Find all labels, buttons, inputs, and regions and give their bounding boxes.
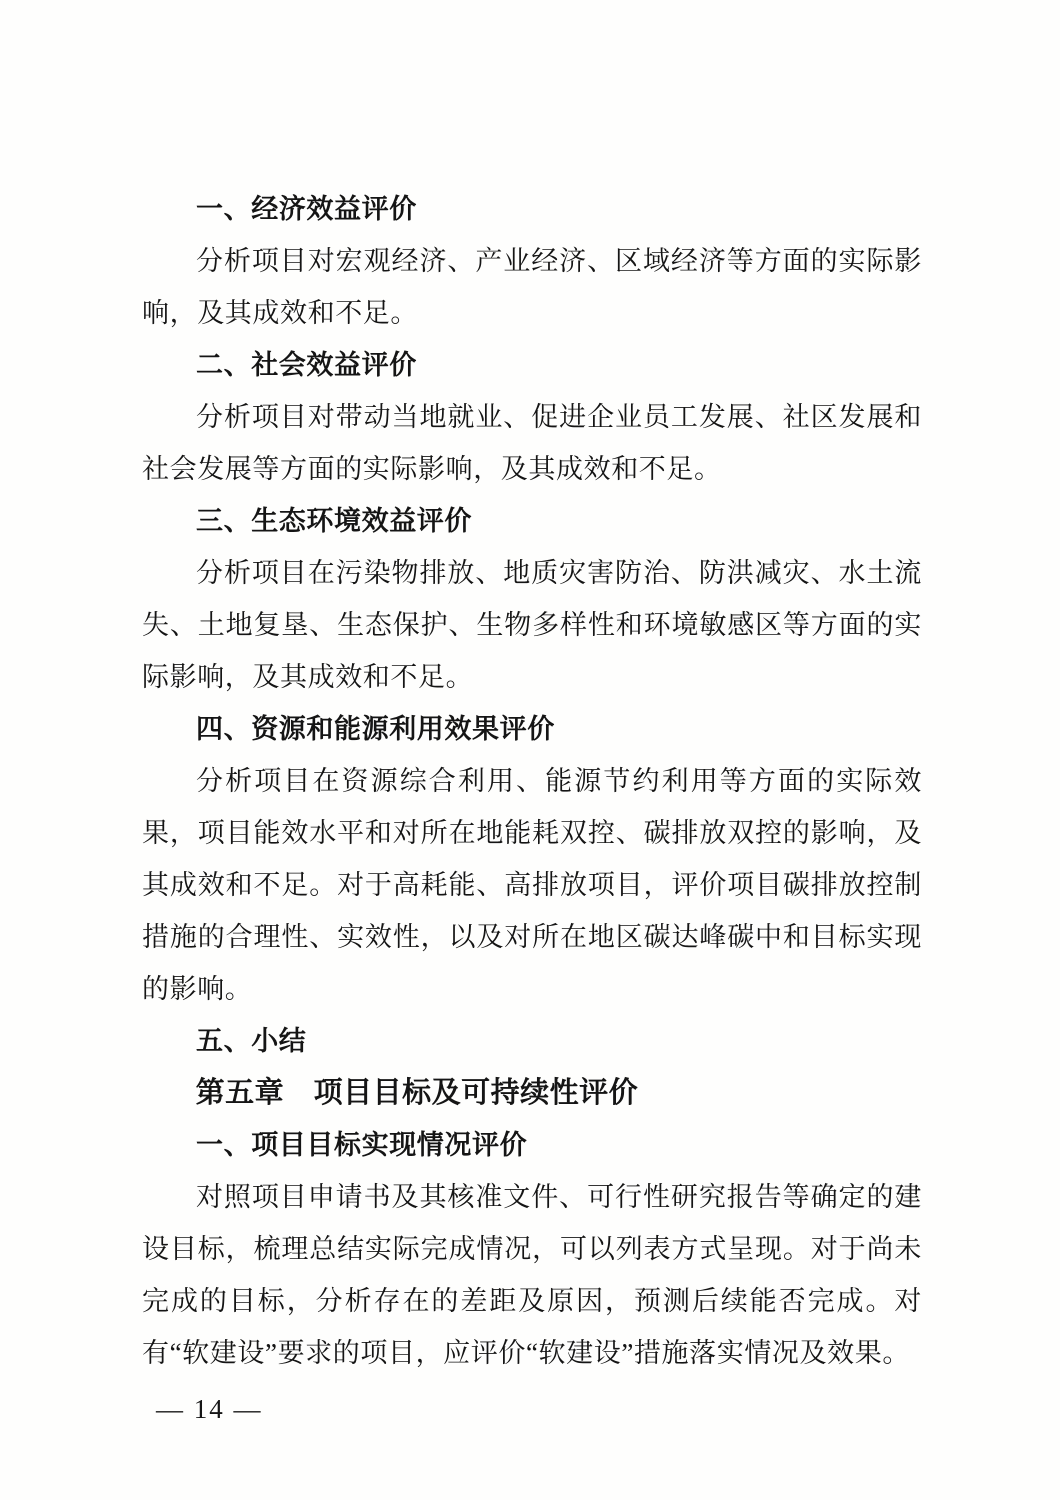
paragraph-social-benefit: 分析项目对带动当地就业、促进企业员工发展、社区发展和社会发展等方面的实际影响，及其成效和不足。 [142, 402, 922, 484]
paragraph-project-goal: 对照项目申请书及其核准文件、可行性研究报告等确定的建设目标，梳理总结实际完成情况，可以列表方式呈现。对于尚未完成的目标，分析存在的差距及原因，预测后续能否完成。对有“软建设”要求的项目，应评价“软建设”措施落实情况及效果。 [142, 1182, 922, 1368]
section-heading-resource-energy: 四、资源和能源利用效果评价 [196, 714, 555, 744]
page-number: — 14 — [156, 1394, 263, 1424]
paragraph-ecological-benefit: 分析项目在污染物排放、地质灾害防治、防洪减灾、水土流失、土地复垦、生态保护、生物多样性和环境敏感区等方面的实际影响，及其成效和不足。 [142, 558, 922, 692]
section-heading-project-goal: 一、项目目标实现情况评价 [196, 1130, 528, 1160]
section-heading-ecological-benefit: 三、生态环境效益评价 [196, 506, 472, 536]
section-heading-social-benefit: 二、社会效益评价 [196, 350, 417, 380]
paragraph-resource-energy: 分析项目在资源综合利用、能源节约利用等方面的实际效果，项目能效水平和对所在地能耗双控、碳排放双控的影响，及其成效和不足。对于高耗能、高排放项目，评价项目碳排放控制措施的合理性、实效性，以及对所在地区碳达峰碳中和目标实现的影响。 [142, 766, 922, 1004]
section-heading-summary: 五、小结 [196, 1026, 307, 1056]
chapter-heading-five: 第五章 项目目标及可持续性评价 [195, 1077, 639, 1109]
section-heading-economic-benefit: 一、经济效益评价 [196, 194, 417, 224]
paragraph-economic-benefit: 分析项目对宏观经济、产业经济、区域经济等方面的实际影响，及其成效和不足。 [142, 246, 922, 328]
